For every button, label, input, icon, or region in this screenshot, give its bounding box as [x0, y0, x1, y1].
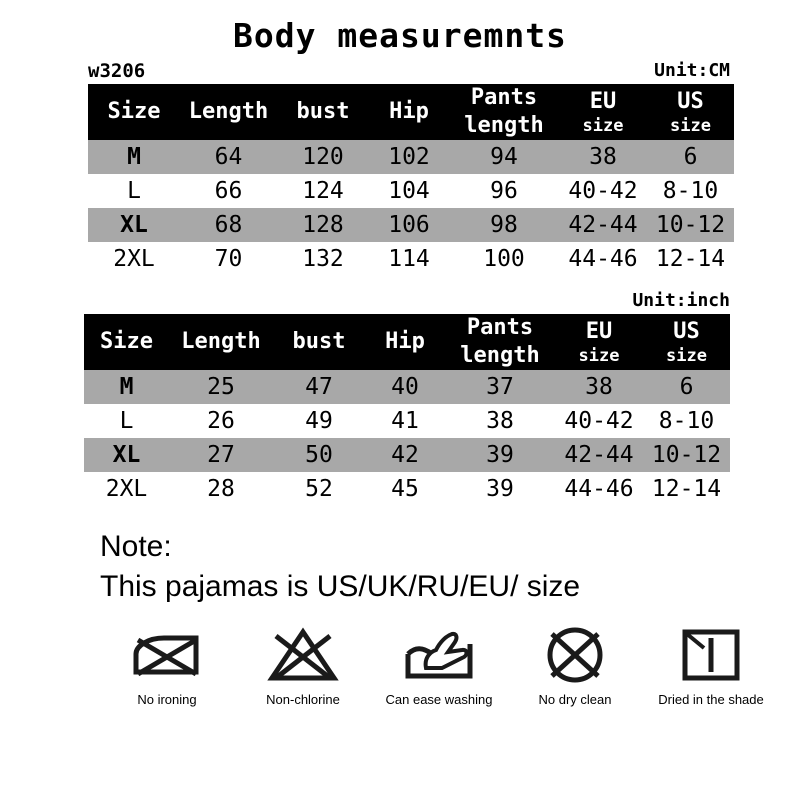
cell-pants-length: 38: [486, 408, 514, 435]
cell-eu-size: 42-44: [568, 212, 638, 239]
cell-length: 27: [207, 442, 235, 469]
inch-unit-row: [0, 290, 800, 314]
measurements-table-inch: [84, 314, 730, 506]
col-header-eu-size: [555, 314, 643, 370]
cell-us-size: 6: [683, 144, 698, 171]
cell-length: 25: [207, 374, 235, 401]
care-symbol-no-dry-clean: [520, 620, 630, 708]
pants-length-top: Pants: [470, 85, 538, 111]
eu-sub: size: [582, 116, 624, 137]
cell-size: M: [119, 374, 134, 401]
table-row: [88, 140, 734, 174]
cell-hip: 42: [391, 442, 419, 469]
dry-in-shade-icon: [656, 620, 766, 690]
cell-bust: 47: [305, 374, 333, 401]
cell-eu-size: 44-46: [564, 476, 634, 503]
cell-us-size: 10-12: [651, 442, 722, 469]
table-header-cm: [88, 84, 734, 140]
us-sub: size: [666, 346, 707, 367]
cell-size: L: [119, 408, 134, 435]
measurements-table-cm: [88, 84, 734, 276]
cell-bust: 50: [305, 442, 333, 469]
table-row: [84, 404, 730, 438]
cell-pants-length: 37: [486, 374, 514, 401]
cell-us-size: 12-14: [655, 246, 726, 273]
cell-pants-length: 39: [486, 442, 514, 469]
cell-us-size: 12-14: [651, 476, 722, 503]
cell-eu-size: 42-44: [564, 442, 634, 469]
cell-hip: 102: [388, 144, 430, 171]
eu-main: EU: [585, 319, 613, 345]
cell-eu-size: 40-42: [568, 178, 638, 205]
cell-us-size: 8-10: [658, 408, 715, 435]
cell-length: 28: [207, 476, 235, 503]
col-header-bust: bust: [292, 329, 346, 355]
no-ironing-icon: [112, 620, 222, 690]
pants-length-bottom: length: [460, 343, 540, 369]
cell-length: 68: [214, 212, 243, 239]
col-header-hip: Hip: [389, 99, 429, 125]
col-header-us-size: [643, 314, 730, 370]
non-chlorine-icon: [248, 620, 358, 690]
cell-size: L: [127, 178, 141, 205]
eu-sub: size: [578, 346, 620, 367]
hand-wash-icon: [384, 620, 494, 690]
eu-main: EU: [589, 89, 617, 115]
col-header-length: Length: [188, 99, 269, 125]
table-row: [88, 208, 734, 242]
col-header-hip: Hip: [385, 329, 425, 355]
us-main: US: [677, 89, 704, 115]
unit-inch-label: Unit:inch: [632, 290, 730, 312]
us-main: US: [673, 319, 700, 345]
care-symbol-dry-in-shade: [656, 620, 766, 708]
table-header-inch: [84, 314, 730, 370]
cell-length: 66: [214, 178, 243, 205]
cell-pants-length: 98: [490, 212, 518, 239]
cell-pants-length: 39: [486, 476, 514, 503]
cell-eu-size: 38: [589, 144, 617, 171]
cell-pants-length: 96: [490, 178, 518, 205]
cell-hip: 114: [388, 246, 430, 273]
pants-length-top: Pants: [466, 315, 534, 341]
pants-length-bottom: length: [464, 113, 544, 139]
cell-bust: 132: [302, 246, 344, 273]
col-header-bust: bust: [296, 99, 350, 125]
col-header-length: Length: [181, 329, 261, 355]
cell-hip: 45: [391, 476, 419, 503]
cell-bust: 52: [305, 476, 333, 503]
cell-us-size: 10-12: [655, 212, 726, 239]
cell-hip: 41: [391, 408, 419, 435]
care-caption: Can ease washing: [385, 692, 493, 708]
note-label: Note:: [100, 530, 172, 564]
cell-eu-size: 38: [585, 374, 613, 401]
note-block: [100, 528, 800, 608]
col-header-size: Size: [107, 99, 161, 125]
table-row: [84, 472, 730, 506]
page-title: Body measuremnts: [233, 16, 567, 55]
cell-size: XL: [112, 442, 141, 469]
cell-bust: 124: [302, 178, 344, 205]
care-symbol-non-chlorine: [248, 620, 358, 708]
care-caption: No ironing: [137, 692, 197, 708]
cell-size: 2XL: [105, 476, 148, 503]
cell-hip: 104: [388, 178, 430, 205]
cell-length: 70: [214, 246, 243, 273]
note-text: This pajamas is US/UK/RU/EU/ size: [100, 570, 581, 604]
table-body-cm: [88, 140, 734, 276]
cell-length: 26: [207, 408, 235, 435]
cell-pants-length: 94: [490, 144, 518, 171]
col-header-pants-length: [445, 314, 555, 370]
cell-length: 64: [214, 144, 243, 171]
cell-hip: 106: [388, 212, 430, 239]
care-symbols-row: [112, 620, 800, 708]
cell-pants-length: 100: [483, 246, 525, 273]
no-dry-clean-icon: [520, 620, 630, 690]
table-body-inch: [84, 370, 730, 506]
care-caption: Non-chlorine: [266, 692, 340, 708]
col-header-pants-length: [449, 84, 559, 140]
cell-size: 2XL: [113, 246, 155, 273]
care-caption: No dry clean: [538, 692, 612, 708]
cell-us-size: 8-10: [662, 178, 719, 205]
care-caption: Dried in the shade: [658, 692, 764, 708]
cell-hip: 40: [391, 374, 419, 401]
us-sub: size: [670, 116, 711, 137]
cell-eu-size: 44-46: [568, 246, 638, 273]
cell-bust: 49: [305, 408, 333, 435]
care-symbol-hand-wash: [384, 620, 494, 708]
cell-us-size: 6: [679, 374, 694, 401]
cell-size: M: [127, 144, 141, 171]
cell-size: XL: [120, 212, 148, 239]
unit-cm-label: Unit:CM: [654, 60, 730, 82]
table-row: [88, 242, 734, 276]
cm-unit-row: [0, 60, 800, 84]
product-code: w3206: [88, 60, 146, 83]
col-header-size: Size: [100, 329, 153, 355]
col-header-eu-size: [559, 84, 647, 140]
cell-bust: 128: [302, 212, 344, 239]
cell-eu-size: 40-42: [564, 408, 634, 435]
col-header-us-size: [647, 84, 734, 140]
care-symbol-no-ironing: [112, 620, 222, 708]
table-row: [88, 174, 734, 208]
table-row: [84, 438, 730, 472]
table-row: [84, 370, 730, 404]
cell-bust: 120: [302, 144, 344, 171]
